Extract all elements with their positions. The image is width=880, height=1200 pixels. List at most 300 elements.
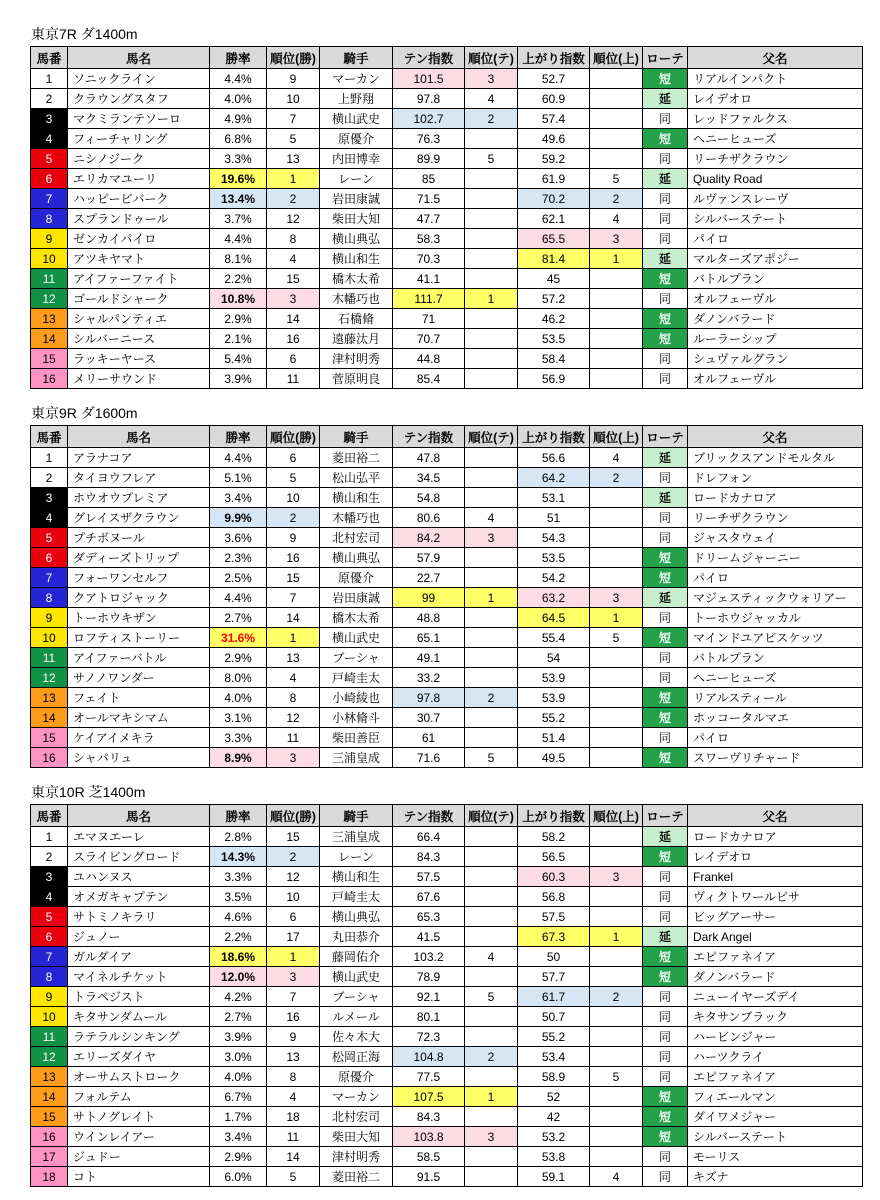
rank-agari [590,728,643,748]
win-rate: 6.0% [210,1167,267,1187]
column-header-horse-name: 馬名 [68,805,210,827]
agari-index: 54 [518,648,590,668]
agari-index: 60.3 [518,867,590,887]
horse-name: シャルパンティエ [68,309,210,329]
rank-agari [590,109,643,129]
win-rate: 19.6% [210,169,267,189]
horse-number: 16 [31,369,68,389]
rotation: 短 [643,129,688,149]
horse-number: 11 [31,648,68,668]
rotation: 同 [643,668,688,688]
jockey: マーカン [320,1087,393,1107]
horse-name: エリーズダイヤ [68,1047,210,1067]
sire-name: キズナ [688,1167,863,1187]
win-rate: 4.4% [210,229,267,249]
jockey: 北村宏司 [320,528,393,548]
horse-number: 7 [31,947,68,967]
horse-number: 2 [31,847,68,867]
win-rate: 4.4% [210,448,267,468]
horse-number: 9 [31,987,68,1007]
ten-index: 85 [393,169,465,189]
horse-name: ジュノー [68,927,210,947]
horse-number: 9 [31,608,68,628]
sire-name: マインドユアビスケッツ [688,628,863,648]
rank-agari [590,69,643,89]
horse-name: エリカマユーリ [68,169,210,189]
rank-win: 10 [267,887,320,907]
sire-name: ニューイヤーズデイ [688,987,863,1007]
table-row [31,249,863,269]
rank-ten: 3 [465,528,518,548]
horse-number: 13 [31,309,68,329]
ten-index: 97.8 [393,688,465,708]
agari-index: 62.1 [518,209,590,229]
rank-win: 5 [267,129,320,149]
table-row [31,608,863,628]
column-header-rotation: ローテ [643,47,688,69]
rank-win: 1 [267,628,320,648]
table-row [31,289,863,309]
horse-number: 10 [31,628,68,648]
rank-ten: 4 [465,89,518,109]
column-header-win-rate: 勝率 [210,426,267,448]
horse-number: 11 [31,269,68,289]
table-row [31,728,863,748]
ten-index: 30.7 [393,708,465,728]
jockey: 横山武史 [320,628,393,648]
ten-index: 84.2 [393,528,465,548]
agari-index: 65.5 [518,229,590,249]
jockey: 松岡正海 [320,1047,393,1067]
jockey: 原優介 [320,1067,393,1087]
rank-ten: 2 [465,1047,518,1067]
rank-ten [465,488,518,508]
rank-ten [465,1107,518,1127]
jockey: 橋木太希 [320,608,393,628]
win-rate: 3.1% [210,708,267,728]
column-header-horse-name: 馬名 [68,47,210,69]
agari-index: 64.5 [518,608,590,628]
rotation: 短 [643,847,688,867]
horse-number: 12 [31,289,68,309]
column-header-agari-index: 上がり指数 [518,805,590,827]
jockey: 三浦皇成 [320,827,393,847]
rank-agari: 1 [590,927,643,947]
jockey: 上野翔 [320,89,393,109]
rank-ten [465,468,518,488]
table-row [31,468,863,488]
horse-name: ジュドー [68,1147,210,1167]
ten-index: 58.5 [393,1147,465,1167]
horse-name: クラウングスタフ [68,89,210,109]
rotation: 同 [643,1067,688,1087]
agari-index: 50.7 [518,1007,590,1027]
agari-index: 63.2 [518,588,590,608]
jockey: 松山弘平 [320,468,393,488]
horse-name: メリーサウンド [68,369,210,389]
race-title: 東京10R 芝1400m [31,784,146,800]
table-row [31,528,863,548]
rank-ten [465,209,518,229]
sire-name: ドレフォン [688,468,863,488]
rank-ten [465,349,518,369]
rank-agari: 1 [590,249,643,269]
horse-number: 14 [31,329,68,349]
column-header-rank-win: 順位(勝) [267,47,320,69]
rank-ten [465,708,518,728]
sire-name: ルヴァンスレーヴ [688,189,863,209]
race-section-3 [30,782,880,1187]
rank-win: 3 [267,289,320,309]
rank-ten [465,309,518,329]
ten-index: 66.4 [393,827,465,847]
race-title: 東京7R ダ1400m [31,26,138,42]
agari-index: 61.7 [518,987,590,1007]
rank-agari [590,269,643,289]
jockey: 柴田大知 [320,209,393,229]
column-header-horse-name: 馬名 [68,426,210,448]
jockey: ブーシャ [320,648,393,668]
column-header-rank-agari: 順位(上) [590,426,643,448]
rank-ten [465,927,518,947]
horse-number: 2 [31,468,68,488]
horse-name: ダディーズトリップ [68,548,210,568]
horse-number: 8 [31,588,68,608]
agari-index: 57.2 [518,289,590,309]
rotation: 同 [643,209,688,229]
ten-index: 99 [393,588,465,608]
rank-win: 14 [267,309,320,329]
ten-index: 76.3 [393,129,465,149]
win-rate: 6.8% [210,129,267,149]
agari-index: 70.2 [518,189,590,209]
jockey: 丸田恭介 [320,927,393,947]
ten-index: 103.8 [393,1127,465,1147]
horse-name: ハッピービバーク [68,189,210,209]
rank-agari [590,847,643,867]
ten-index: 54.8 [393,488,465,508]
jockey: 橋木太希 [320,269,393,289]
agari-index: 57.5 [518,907,590,927]
sire-name: トーホウジャッカル [688,608,863,628]
column-header-rank-ten: 順位(テ) [465,47,518,69]
sire-name: ロードカナロア [688,827,863,847]
rank-win: 13 [267,149,320,169]
jockey: 藤岡佑介 [320,947,393,967]
agari-index: 55.2 [518,1027,590,1047]
horse-number: 6 [31,548,68,568]
rotation: 同 [643,1007,688,1027]
win-rate: 3.4% [210,1127,267,1147]
win-rate: 4.0% [210,688,267,708]
ten-index: 57.5 [393,867,465,887]
sire-name: ブリックスアンドモルタル [688,448,863,468]
rotation: 同 [643,608,688,628]
horse-name: エマヌエーレ [68,827,210,847]
sire-name: リーチザクラウン [688,149,863,169]
ten-index: 70.3 [393,249,465,269]
horse-name: サノノワンダー [68,668,210,688]
jockey: マーカン [320,69,393,89]
sire-name: ダノンバラード [688,309,863,329]
rank-agari [590,349,643,369]
rank-win: 2 [267,508,320,528]
table-row [31,229,863,249]
column-header-horse-number: 馬番 [31,426,68,448]
ten-index: 33.2 [393,668,465,688]
header-row [31,47,863,69]
win-rate: 4.2% [210,987,267,1007]
rank-ten [465,448,518,468]
ten-index: 41.5 [393,927,465,947]
ten-index: 61 [393,728,465,748]
horse-name: トラペジスト [68,987,210,1007]
ten-index: 70.7 [393,329,465,349]
rank-win: 6 [267,448,320,468]
win-rate: 2.7% [210,1007,267,1027]
jockey: 原優介 [320,568,393,588]
rotation: 短 [643,688,688,708]
win-rate: 2.2% [210,927,267,947]
horse-name: オメガキャプテン [68,887,210,907]
horse-number: 4 [31,508,68,528]
agari-index: 53.8 [518,1147,590,1167]
rank-win: 12 [267,708,320,728]
column-header-jockey: 騎手 [320,426,393,448]
horse-number: 3 [31,109,68,129]
jockey: 内田博幸 [320,149,393,169]
jockey: 津村明秀 [320,1147,393,1167]
table-row [31,1127,863,1147]
rank-agari [590,708,643,728]
rank-agari [590,1147,643,1167]
table-row [31,668,863,688]
horse-number: 4 [31,887,68,907]
table-row [31,1067,863,1087]
ten-index: 58.3 [393,229,465,249]
horse-name: マクミランテソーロ [68,109,210,129]
jockey: レーン [320,169,393,189]
rank-win: 2 [267,189,320,209]
rank-ten [465,648,518,668]
sire-name: フィエールマン [688,1087,863,1107]
rank-win: 4 [267,1087,320,1107]
rotation: 短 [643,1087,688,1107]
sire-name: ロードカナロア [688,488,863,508]
column-header-rank-win: 順位(勝) [267,805,320,827]
rank-agari: 5 [590,169,643,189]
rank-win: 15 [267,269,320,289]
horse-name: ラッキーヤース [68,349,210,369]
rotation: 同 [643,648,688,668]
race-table [30,46,863,389]
agari-index: 55.4 [518,628,590,648]
sire-name: マルターズアポジー [688,249,863,269]
table-row [31,329,863,349]
sire-name: ヘニーヒューズ [688,668,863,688]
horse-number: 8 [31,209,68,229]
rotation: 同 [643,149,688,169]
sire-name: ホッコータルマエ [688,708,863,728]
rank-win: 12 [267,209,320,229]
horse-number: 1 [31,69,68,89]
rank-agari [590,548,643,568]
table-row [31,887,863,907]
rank-ten [465,329,518,349]
horse-number: 4 [31,129,68,149]
rank-win: 15 [267,568,320,588]
win-rate: 3.3% [210,867,267,887]
agari-index: 64.2 [518,468,590,488]
win-rate: 9.9% [210,508,267,528]
win-rate: 2.5% [210,568,267,588]
rank-agari: 3 [590,588,643,608]
rank-ten [465,548,518,568]
sire-name: ドリームジャーニー [688,548,863,568]
column-header-agari-index: 上がり指数 [518,426,590,448]
rank-win: 3 [267,967,320,987]
rotation: 同 [643,109,688,129]
column-header-rank-ten: 順位(テ) [465,805,518,827]
ten-index: 89.9 [393,149,465,169]
rank-win: 13 [267,648,320,668]
rank-agari [590,1127,643,1147]
horse-name: シャパリュ [68,748,210,768]
jockey: 北村宏司 [320,1107,393,1127]
ten-index: 97.8 [393,89,465,109]
horse-number: 3 [31,867,68,887]
rank-ten [465,269,518,289]
agari-index: 58.9 [518,1067,590,1087]
table-row [31,169,863,189]
rank-ten: 2 [465,109,518,129]
ten-index: 84.3 [393,847,465,867]
sire-name: バトルプラン [688,269,863,289]
win-rate: 13.4% [210,189,267,209]
win-rate: 3.5% [210,887,267,907]
table-row [31,708,863,728]
rotation: 同 [643,508,688,528]
rank-agari [590,129,643,149]
rank-agari [590,907,643,927]
table-row [31,1167,863,1187]
race-section-1 [30,24,880,389]
horse-name: クアトロジャック [68,588,210,608]
rotation: 延 [643,927,688,947]
horse-name: オーサムストローク [68,1067,210,1087]
sire-name: ハービンジャー [688,1027,863,1047]
rank-agari [590,1027,643,1047]
rotation: 短 [643,568,688,588]
sire-name: シルバーステート [688,209,863,229]
table-row [31,149,863,169]
win-rate: 2.9% [210,1147,267,1167]
rank-agari [590,947,643,967]
ten-index: 48.8 [393,608,465,628]
table-row [31,309,863,329]
win-rate: 3.4% [210,488,267,508]
agari-index: 53.5 [518,329,590,349]
horse-name: フォルテム [68,1087,210,1107]
rank-ten [465,1007,518,1027]
table-row [31,349,863,369]
rank-win: 9 [267,1027,320,1047]
rank-win: 7 [267,588,320,608]
rank-agari [590,89,643,109]
column-header-rank-win: 順位(勝) [267,426,320,448]
rank-agari [590,1087,643,1107]
horse-name: フェイト [68,688,210,708]
rank-ten [465,1147,518,1167]
sire-name: モーリス [688,1147,863,1167]
rotation: 短 [643,329,688,349]
rank-agari: 2 [590,468,643,488]
table-row [31,69,863,89]
table-row [31,867,863,887]
win-rate: 2.2% [210,269,267,289]
agari-index: 49.6 [518,129,590,149]
table-row [31,89,863,109]
horse-name: グレイスザクラウン [68,508,210,528]
ten-index: 111.7 [393,289,465,309]
rank-ten [465,628,518,648]
rank-agari [590,1047,643,1067]
ten-index: 101.5 [393,69,465,89]
sire-name: エピファネイア [688,1067,863,1087]
table-row [31,967,863,987]
horse-number: 13 [31,1067,68,1087]
ten-index: 77.5 [393,1067,465,1087]
win-rate: 4.4% [210,588,267,608]
table-row [31,269,863,289]
table-row [31,189,863,209]
rank-ten: 5 [465,987,518,1007]
ten-index: 72.3 [393,1027,465,1047]
agari-index: 59.2 [518,149,590,169]
rank-agari [590,528,643,548]
rank-agari: 5 [590,628,643,648]
jockey: 菅原明良 [320,369,393,389]
horse-name: トーホウキザン [68,608,210,628]
rank-ten: 4 [465,508,518,528]
table-row [31,1147,863,1167]
ten-index: 71 [393,309,465,329]
rotation: 同 [643,728,688,748]
sire-name: レッドファルクス [688,109,863,129]
horse-number: 1 [31,827,68,847]
win-rate: 3.0% [210,1047,267,1067]
horse-number: 8 [31,967,68,987]
rank-win: 8 [267,229,320,249]
race-section-2 [30,403,880,768]
horse-number: 18 [31,1167,68,1187]
jockey: 木幡巧也 [320,508,393,528]
jockey: 横山武史 [320,967,393,987]
table-row [31,847,863,867]
win-rate: 3.3% [210,728,267,748]
sire-name: リアルインパクト [688,69,863,89]
jockey: 横山典弘 [320,907,393,927]
rotation: 同 [643,528,688,548]
agari-index: 52 [518,1087,590,1107]
win-rate: 5.1% [210,468,267,488]
jockey: 横山典弘 [320,229,393,249]
sire-name: マジェスティックウォリアー [688,588,863,608]
horse-name: ケイアイメキラ [68,728,210,748]
table-row [31,209,863,229]
agari-index: 50 [518,947,590,967]
rank-win: 16 [267,329,320,349]
